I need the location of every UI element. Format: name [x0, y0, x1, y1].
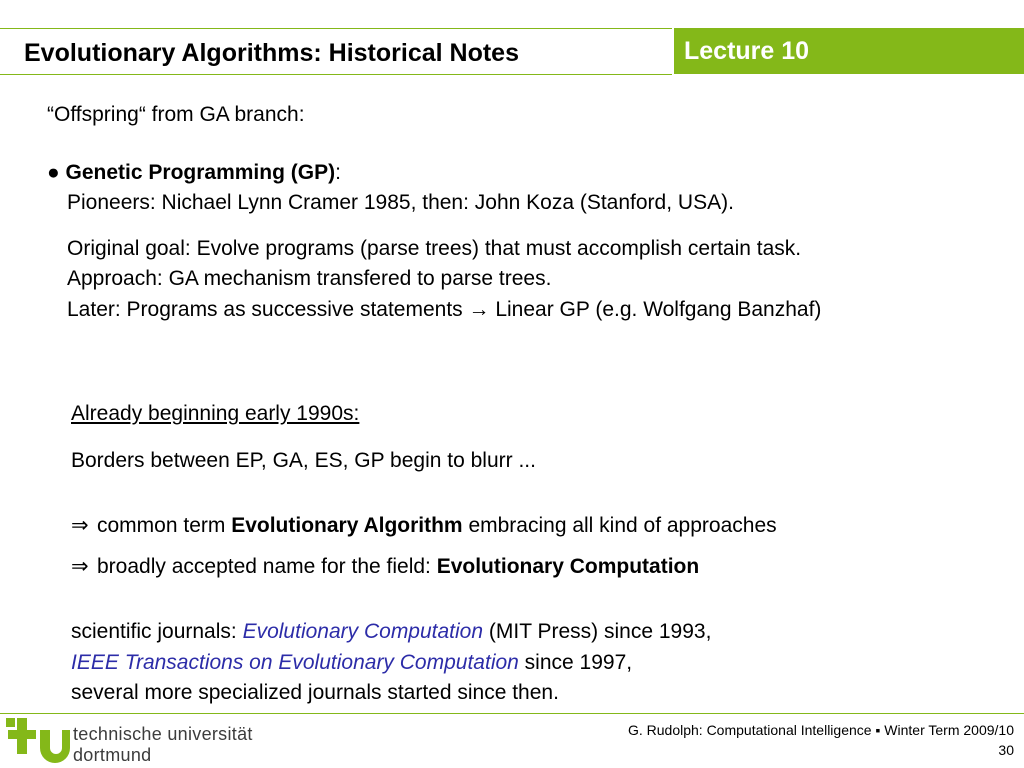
broad-name-line: [71, 553, 699, 581]
header-rule: [0, 74, 672, 75]
journal-evolutionary-computation: Evolutionary Computation: [242, 620, 484, 643]
lecture-badge: [672, 28, 1024, 74]
slide-title: Evolutionary Algorithms: Historical Notes: [24, 39, 519, 67]
journals-mid: (MIT Press) since 1993,: [483, 620, 712, 643]
several-journals-text: several more specialized journals started since then.: [71, 681, 559, 704]
footer-credit: G. Rudolph: Computational Intelligence ▪ Winter Term 2009/10: [627, 722, 1014, 738]
university-name-line1: technische universität: [73, 724, 253, 744]
journals-line-1: [71, 618, 711, 646]
borders-text: Borders between EP, GA, ES, GP begin to blurr ...: [71, 449, 536, 472]
journal-ieee-transactions: IEEE Transactions on Evolutionary Computation: [71, 651, 519, 674]
goal-text: Original goal: Evolve programs (parse trees) that must accomplish certain task.: [67, 237, 802, 260]
common-pre: common term: [97, 514, 232, 537]
common-post: embracing all kind of approaches: [462, 514, 777, 537]
later-text: Later: Programs as successive statements → Linear GP (e.g. Wolfgang Banzhaf): [67, 298, 822, 321]
journal2-post: since 1997,: [518, 651, 633, 674]
already-heading: Already beginning early 1990s:: [71, 402, 360, 425]
journals-line-2: [71, 649, 632, 677]
common-term-line: [71, 512, 777, 540]
gp-heading-line: [47, 159, 341, 187]
implies-icon: ⇒: [71, 514, 89, 537]
implies-icon: ⇒: [71, 555, 89, 578]
tu-logo-icon: [4, 716, 70, 764]
page-number: 30: [998, 742, 1014, 758]
common-bold: Evolutionary Algorithm: [231, 514, 463, 537]
broad-bold: Evolutionary Computation: [436, 555, 700, 578]
footer-rule: [0, 713, 1024, 714]
bullet-icon: ●: [47, 161, 60, 184]
intro-text: “Offspring“ from GA branch:: [47, 103, 305, 126]
approach-text: Approach: GA mechanism transfered to parse trees.: [67, 267, 552, 290]
university-name-line2: dortmund: [73, 745, 152, 765]
gp-colon: :: [335, 161, 341, 184]
pioneers-text: Pioneers: Nichael Lynn Cramer 1985, then: John Koza (Stanford, USA).: [67, 191, 734, 214]
broad-pre: broadly accepted name for the field:: [97, 555, 437, 578]
journals-pre: scientific journals:: [71, 620, 243, 643]
gp-heading: Genetic Programming (GP): [65, 161, 336, 184]
lecture-label: Lecture 10: [684, 37, 810, 65]
